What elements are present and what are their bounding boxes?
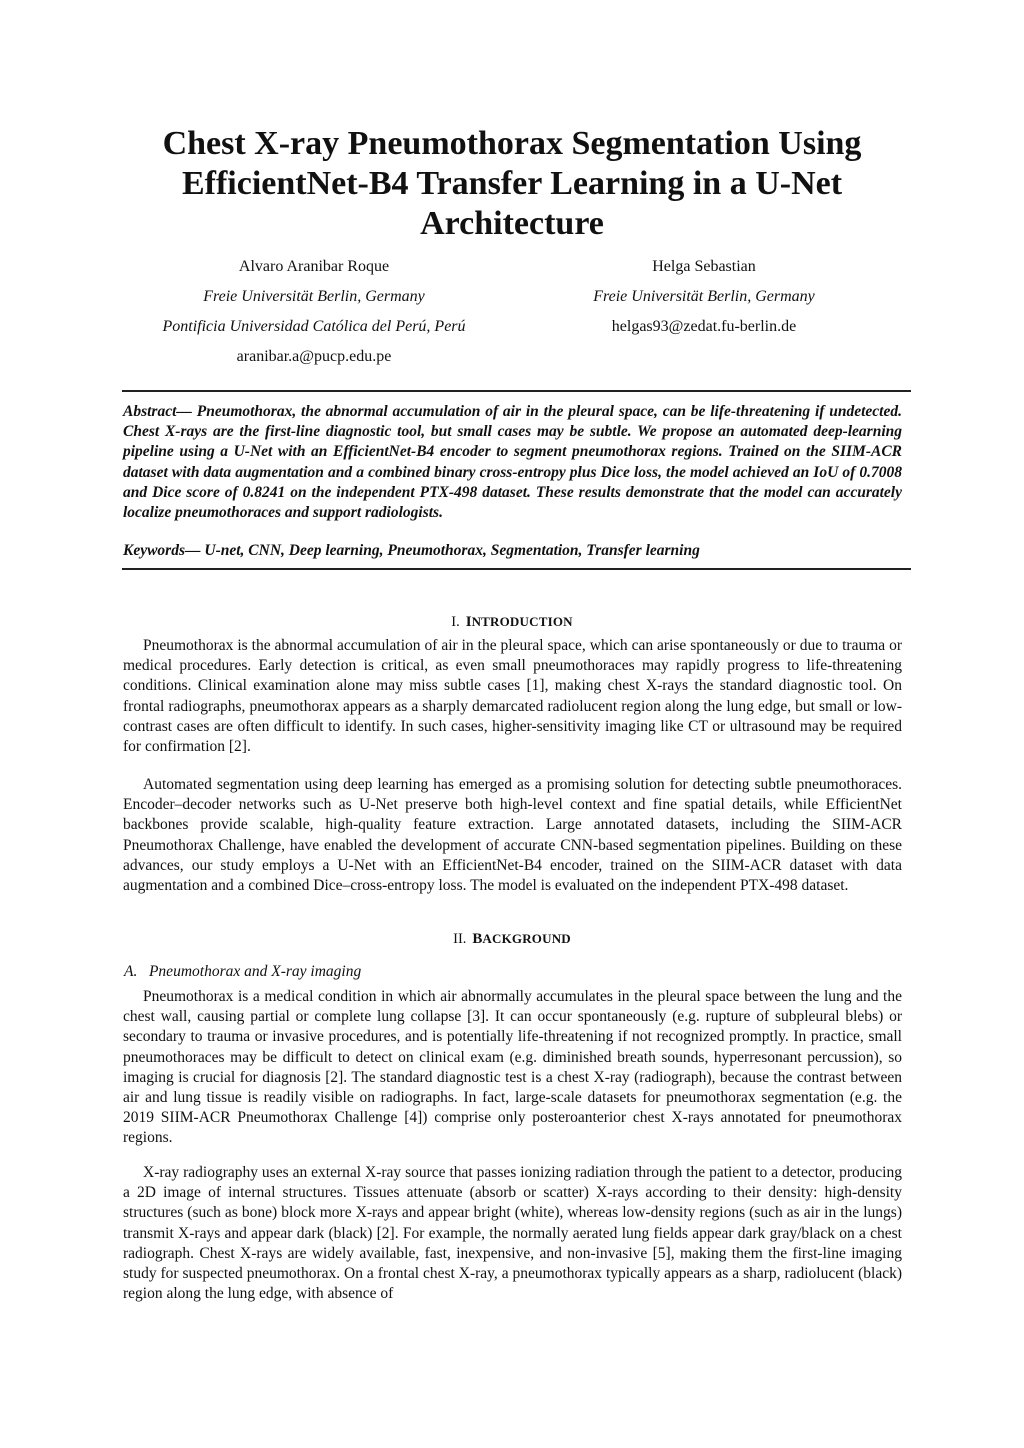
section-heading-background (100, 930, 924, 948)
paragraph: Pneumothorax is the abnormal accumulation of air in the pleural space, which can arise spontaneously or due to trauma or medical procedures. Early detection is critical, as even small pneumothoraces may rapidly progress to life-threatening conditions. Clinical examination alone may miss subtle cases [1], making chest X-rays the standard diagnostic tool. On frontal radiographs, pneumothorax appears as a sharply demarcated radiolucent region along the lung edge, but small or low-contrast cases are often difficult to identify. In such cases, higher-sensitivity imaging like CT or ultrasound may be required for confirmation [2]. (123, 637, 902, 756)
abstract-label: Abstract— (123, 403, 192, 420)
abstract-text: Pneumothorax, the abnormal accumulation of air in the pleural space, can be life-threatening if undetected. Chest X-rays are the first-line diagnostic tool, but small cases may be subtle. We propose an automated deep-learning pipeline using a U-Net with an EfficientNet-B4 encoder to segment pneumothorax regions. Trained on the SIIM-ACR dataset with data augmentation and a combined binary cross-entropy plus Dice loss, the model achieved an IoU of 0.7008 and Dice score of 0.8241 on the independent PTX-498 dataset. These results demonstrate that the model can accurately localize pneumothoraces and support radiologists. (123, 403, 902, 522)
subsection-heading: A. Pneumothorax and X-ray imaging (124, 963, 362, 980)
section-number: I. (451, 614, 460, 630)
author-block-2 (524, 252, 884, 342)
keywords-label: Keywords— (123, 542, 201, 559)
section-heading-introduction (100, 613, 924, 631)
keywords (123, 541, 902, 561)
paragraph: X-ray radiography uses an external X-ray source that passes ionizing radiation through the patient to a detector, producing a 2D image of internal structures. Tissues attenuate (absorb or scatter) X-rays according to their density: high-density structures (such as bone) block more X-rays and appear bright (white), whereas low-density regions (such as air in the lungs) transmit X-rays and appear dark (black) [2]. For example, the normally aerated lung fields appear dark gray/black on a chest radiograph. Chest X-rays are widely available, fast, inexpensive, and non-invasive [5], making them the first-line imaging study for suspected pneumothorax. On a frontal chest X-ray, a pneumothorax typically appears as a sharp, radiolucent (black) region along the lung edge, with absence of (123, 1164, 902, 1303)
author-name: Alvaro Aranibar Roque (238, 258, 390, 275)
author-affiliation: Pontificia Universidad Católica del Perú, Perú (162, 318, 466, 335)
section-title-rest: ACKGROUND (482, 931, 571, 946)
top-rule (122, 390, 911, 392)
author-name: Helga Sebastian (652, 258, 756, 275)
author-email: helgas93@zedat.fu-berlin.de (611, 318, 797, 335)
paper-title: Chest X-ray Pneumothorax Segmentation Using EfficientNet-B4 Transfer Learning in a U-Net Architecture (162, 125, 862, 242)
section-title-initial: B (472, 931, 483, 947)
author-affiliation: Freie Universität Berlin, Germany (203, 288, 425, 305)
paragraph: Automated segmentation using deep learning has emerged as a promising solution for detecting subtle pneumothoraces. Encoder–decoder networks such as U-Net preserve both high-level context and fine spatial details, while EfficientNet backbones provide scalable, high-quality feature extraction. Large annotated datasets, including the SIIM-ACR Pneumothorax Challenge, have enabled the development of accurate CNN-based segmentation pipelines. Building on these advances, our study employs a U-Net with an EfficientNet-B4 encoder, trained on the SIIM-ACR dataset with data augmentation and a combined Dice–cross-entropy loss. The model is evaluated on the independent PTX-498 dataset. (123, 776, 902, 895)
bottom-rule (122, 568, 911, 570)
section-title-rest: NTRODUCTION (471, 614, 573, 629)
keywords-text: U-net, CNN, Deep learning, Pneumothorax, Segmentation, Transfer learning (204, 542, 700, 559)
abstract (123, 402, 902, 523)
author-email: aranibar.a@pucp.edu.pe (236, 348, 392, 365)
section-title-initial: I (465, 614, 472, 630)
paragraph: Pneumothorax is a medical condition in which air abnormally accumulates in the pleural space between the lung and the chest wall, causing partial or complete lung collapse [3]. It can occur spontaneously (e.g. rupture of subpleural blebs) or secondary to trauma or invasive procedures, and is potentially life-threatening if not recognized promptly. In practice, small pneumothoraces may be difficult to detect on clinical exam (e.g. diminished breath sounds, hyperresonant percussion), so imaging is crucial for diagnosis [2]. The standard diagnostic test is a chest X-ray (radiograph), because the contrast between air and lung tissue is readily visible on radiographs. In fact, large-scale datasets for pneumothorax segmentation (e.g. the 2019 SIIM-ACR Pneumothorax Challenge [4]) comprise only posteroanterior chest X-rays annotated for pneumothorax regions. (123, 988, 902, 1147)
section-number: II. (453, 931, 467, 947)
author-affiliation: Freie Universität Berlin, Germany (593, 288, 815, 305)
author-block-1 (134, 252, 494, 372)
